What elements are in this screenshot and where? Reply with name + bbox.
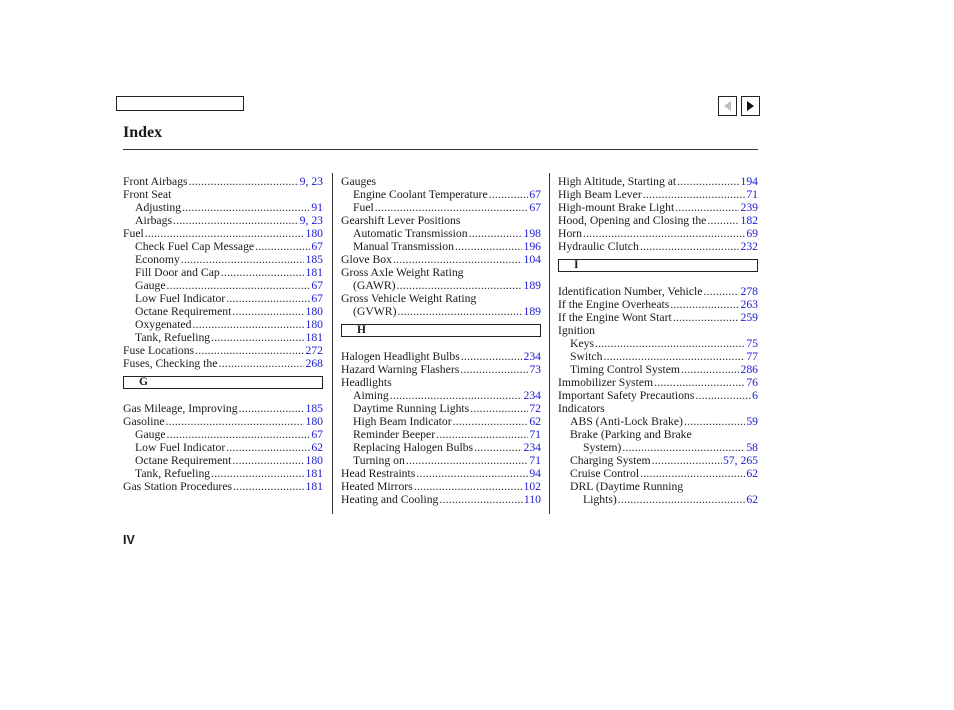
- index-entry[interactable]: [558, 227, 758, 240]
- page-reference-link[interactable]: 77: [746, 350, 758, 363]
- dot-leader: [232, 305, 304, 318]
- index-entry[interactable]: [341, 188, 541, 201]
- index-entry[interactable]: [123, 344, 323, 357]
- index-entry-label: Fuel: [123, 227, 144, 240]
- index-entry-label: High-mount Brake Light: [558, 201, 675, 214]
- page-reference-link[interactable]: 194: [740, 175, 758, 188]
- dot-leader: [233, 480, 304, 493]
- index-entry-label: Fill Door and Cap: [135, 266, 220, 279]
- index-entry-label: (GVWR): [353, 305, 397, 318]
- index-entry[interactable]: [341, 467, 541, 480]
- dot-leader: [474, 441, 522, 454]
- index-entry[interactable]: [341, 441, 541, 454]
- index-entry[interactable]: [123, 428, 323, 441]
- page-reference-link[interactable]: 272: [305, 344, 323, 357]
- dot-leader: [375, 201, 529, 214]
- index-entry[interactable]: [341, 454, 541, 467]
- index-entry: [341, 175, 541, 188]
- dot-leader: [643, 188, 746, 201]
- index-entry[interactable]: [341, 253, 541, 266]
- index-entry-label: Cruise Control: [570, 467, 640, 480]
- page-reference-link[interactable]: 71: [529, 454, 541, 467]
- index-entry[interactable]: [558, 311, 758, 324]
- index-entry-label: Important Safety Precautions: [558, 389, 695, 402]
- page-reference-link[interactable]: 239: [740, 201, 758, 214]
- index-entry: [341, 292, 541, 305]
- index-entry-label: System): [583, 441, 622, 454]
- index-entry[interactable]: [341, 363, 541, 376]
- page-number: IV: [123, 533, 135, 547]
- index-entry[interactable]: [558, 350, 758, 363]
- page-reference-link[interactable]: 67: [311, 279, 323, 292]
- index-entry-label: Brake (Parking and Brake: [570, 428, 692, 441]
- dot-leader: [211, 467, 304, 480]
- index-entry[interactable]: [558, 389, 758, 402]
- page-reference-link[interactable]: 278: [740, 285, 758, 298]
- index-entry[interactable]: [341, 415, 541, 428]
- page-reference-link[interactable]: 189: [523, 279, 541, 292]
- index-entry-label: Fuses, Checking the: [123, 357, 218, 370]
- page-reference-link[interactable]: 189: [523, 305, 541, 318]
- index-entry-label: Octane Requirement: [135, 305, 232, 318]
- page-reference-link[interactable]: 180: [305, 227, 323, 240]
- index-entry[interactable]: [123, 240, 323, 253]
- dot-leader: [461, 350, 523, 363]
- index-entry-label: Gross Vehicle Weight Rating: [341, 292, 477, 305]
- page-reference-link[interactable]: 67: [529, 201, 541, 214]
- index-entry[interactable]: [123, 318, 323, 331]
- dot-leader: [489, 188, 529, 201]
- page-reference-link[interactable]: 198: [523, 227, 541, 240]
- index-entry: [558, 428, 758, 441]
- index-entry-label: Gearshift Lever Positions: [341, 214, 461, 227]
- index-entry-label: Oxygenated: [135, 318, 192, 331]
- index-entry[interactable]: [341, 240, 541, 253]
- index-entry[interactable]: [558, 285, 758, 298]
- index-entry-label: Heated Mirrors: [341, 480, 413, 493]
- page-reference-link[interactable]: 234: [523, 350, 541, 363]
- page-reference-link[interactable]: 196: [523, 240, 541, 253]
- index-entry-label: Turning on: [353, 454, 405, 467]
- page-reference-link[interactable]: 263: [740, 298, 758, 311]
- index-entry-label: Aiming: [353, 389, 389, 402]
- index-entry-label: Gauge: [135, 279, 166, 292]
- dot-leader: [167, 279, 311, 292]
- index-entry[interactable]: [123, 292, 323, 305]
- page-reference-link[interactable]: 185: [305, 253, 323, 266]
- index-entry[interactable]: [341, 389, 541, 402]
- page-reference-link[interactable]: 58: [746, 441, 758, 454]
- dot-leader: [239, 402, 305, 415]
- index-entry-label: Immobilizer System: [558, 376, 654, 389]
- index-entry[interactable]: [123, 266, 323, 279]
- index-entry-label: Manual Transmission: [353, 240, 454, 253]
- page-reference-link[interactable]: 62: [311, 441, 323, 454]
- dot-leader: [226, 292, 310, 305]
- page-reference-link[interactable]: 67: [529, 188, 541, 201]
- title-rule: [123, 149, 758, 150]
- index-entry[interactable]: [341, 227, 541, 240]
- page-reference-link[interactable]: 180: [305, 318, 323, 331]
- index-entry[interactable]: [341, 279, 541, 292]
- index-entry[interactable]: [341, 402, 541, 415]
- index-entry-label: Airbags: [135, 214, 173, 227]
- dot-leader: [677, 175, 739, 188]
- triangle-right-icon: [747, 101, 754, 111]
- index-entry-label: Reminder Beeper: [353, 428, 436, 441]
- dot-leader: [583, 227, 745, 240]
- dot-leader: [595, 337, 745, 350]
- dot-leader: [470, 402, 528, 415]
- index-entry[interactable]: [341, 480, 541, 493]
- dot-leader: [145, 227, 305, 240]
- index-entry-label: Tank, Refueling: [135, 467, 211, 480]
- dot-leader: [640, 240, 740, 253]
- letter-heading-h: H: [341, 324, 541, 337]
- dot-leader: [640, 467, 745, 480]
- page-reference-link[interactable]: 234: [523, 441, 541, 454]
- letter-heading-g: G: [123, 376, 323, 389]
- page-reference-link[interactable]: 57, 265: [722, 454, 758, 467]
- index-entry[interactable]: [123, 331, 323, 344]
- index-entry-label: Economy: [135, 253, 180, 266]
- index-entry-label: Automatic Transmission: [353, 227, 468, 240]
- index-entry-label: Gas Station Procedures: [123, 480, 233, 493]
- column-divider: [332, 173, 333, 514]
- dot-leader: [439, 493, 523, 506]
- index-entry[interactable]: [123, 305, 323, 318]
- dot-leader: [406, 454, 528, 467]
- index-entry-label: Octane Requirement: [135, 454, 232, 467]
- index-entry[interactable]: [558, 298, 758, 311]
- index-entry[interactable]: [123, 175, 323, 188]
- dot-leader: [181, 253, 305, 266]
- index-entry-label: Hood, Opening and Closing the: [558, 214, 707, 227]
- index-entry-label: Headlights: [341, 376, 392, 389]
- index-entry[interactable]: [123, 441, 323, 454]
- index-entry[interactable]: [341, 428, 541, 441]
- index-entry-label: DRL (Daytime Running: [570, 480, 684, 493]
- page-reference-link[interactable]: 71: [529, 428, 541, 441]
- page-reference-link[interactable]: 67: [311, 292, 323, 305]
- dot-leader: [603, 350, 745, 363]
- index-entry-label: Gross Axle Weight Rating: [341, 266, 464, 279]
- dot-leader: [226, 441, 310, 454]
- index-entry[interactable]: [341, 493, 541, 506]
- dot-leader: [673, 311, 740, 324]
- page-reference-link[interactable]: 73: [529, 363, 541, 376]
- dot-leader: [221, 266, 305, 279]
- index-entry[interactable]: [558, 363, 758, 376]
- page-reference-link[interactable]: 62: [746, 467, 758, 480]
- index-entry[interactable]: [123, 253, 323, 266]
- dot-leader: [703, 285, 739, 298]
- index-entry[interactable]: [558, 201, 758, 214]
- index-entry-label: If the Engine Wont Start: [558, 311, 672, 324]
- page-reference-link[interactable]: 76: [746, 376, 758, 389]
- dot-leader: [182, 201, 310, 214]
- index-entry: [341, 214, 541, 227]
- index-entry[interactable]: [558, 240, 758, 253]
- index-entry[interactable]: [558, 467, 758, 480]
- index-entry-label: Gasoline: [123, 415, 165, 428]
- index-entry-label: Daytime Running Lights: [353, 402, 470, 415]
- dot-leader: [707, 214, 739, 227]
- index-entry[interactable]: [558, 214, 758, 227]
- index-entry-label: High Altitude, Starting at: [558, 175, 677, 188]
- dot-leader: [652, 454, 722, 467]
- index-entry-label: Timing Control System: [570, 363, 680, 376]
- page-reference-link[interactable]: 180: [305, 305, 323, 318]
- dot-leader: [211, 331, 304, 344]
- letter-heading-i: I: [558, 259, 758, 272]
- dot-leader: [654, 376, 745, 389]
- index-entry-label: Switch: [570, 350, 603, 363]
- page-reference-link[interactable]: 67: [311, 240, 323, 253]
- dot-leader: [166, 415, 305, 428]
- dot-leader: [416, 467, 528, 480]
- index-entry-label: Horn: [558, 227, 583, 240]
- index-entry-label: (GAWR): [353, 279, 396, 292]
- dot-leader: [695, 389, 751, 402]
- index-entry-label: Ignition: [558, 324, 596, 337]
- page-reference-link[interactable]: 181: [305, 480, 323, 493]
- index-entry[interactable]: [558, 441, 758, 454]
- dot-leader: [675, 201, 739, 214]
- page-reference-link[interactable]: 69: [746, 227, 758, 240]
- page-title: Index: [123, 124, 163, 141]
- page-reference-link[interactable]: 104: [523, 253, 541, 266]
- page-reference-link[interactable]: 181: [305, 331, 323, 344]
- page-reference-link[interactable]: 75: [746, 337, 758, 350]
- page-reference-link[interactable]: 286: [740, 363, 758, 376]
- index-entry-label: Engine Coolant Temperature: [353, 188, 488, 201]
- dot-leader: [398, 305, 523, 318]
- dot-leader: [436, 428, 528, 441]
- page-reference-link[interactable]: 259: [740, 311, 758, 324]
- index-entry[interactable]: [558, 493, 758, 506]
- page-reference-link[interactable]: 182: [740, 214, 758, 227]
- dot-leader: [455, 240, 522, 253]
- index-entry-label: Check Fuel Cap Message: [135, 240, 255, 253]
- index-entry[interactable]: [123, 480, 323, 493]
- dot-leader: [684, 415, 745, 428]
- index-entry[interactable]: [123, 201, 323, 214]
- dot-leader: [232, 454, 304, 467]
- index-entry-label: Glove Box: [341, 253, 392, 266]
- dot-leader: [681, 363, 739, 376]
- dot-leader: [622, 441, 745, 454]
- index-entry-label: If the Engine Overheats: [558, 298, 670, 311]
- index-entry: [341, 266, 541, 279]
- index-entry-label: Fuel: [353, 201, 374, 214]
- index-entry[interactable]: [123, 279, 323, 292]
- index-column-1: [123, 175, 323, 493]
- dot-leader: [167, 428, 311, 441]
- page-reference-link[interactable]: 94: [529, 467, 541, 480]
- index-entry-label: Keys: [570, 337, 595, 350]
- index-entry-label: Tank, Refueling: [135, 331, 211, 344]
- index-entry-label: High Beam Indicator: [353, 415, 452, 428]
- index-entry-label: Low Fuel Indicator: [135, 441, 226, 454]
- page-reference-link[interactable]: 59: [746, 415, 758, 428]
- index-entry[interactable]: [123, 454, 323, 467]
- index-entry-label: Front Seat: [123, 188, 172, 201]
- index-entry[interactable]: [341, 305, 541, 318]
- dot-leader: [460, 363, 528, 376]
- index-entry-label: Front Airbags: [123, 175, 188, 188]
- index-entry[interactable]: [123, 402, 323, 415]
- dot-leader: [189, 175, 299, 188]
- index-entry[interactable]: [558, 454, 758, 467]
- dot-leader: [453, 415, 529, 428]
- index-entry-label: Identification Number, Vehicle: [558, 285, 703, 298]
- dot-leader: [192, 318, 304, 331]
- index-entry-label: Adjusting: [135, 201, 182, 214]
- index-entry-label: High Beam Lever: [558, 188, 642, 201]
- index-entry-label: Gauges: [341, 175, 377, 188]
- dot-leader: [414, 480, 523, 493]
- index-entry[interactable]: [558, 376, 758, 389]
- index-entry-label: Gas Mileage, Improving: [123, 402, 238, 415]
- dot-leader: [670, 298, 739, 311]
- page-reference-link[interactable]: 181: [305, 467, 323, 480]
- index-entry[interactable]: [341, 350, 541, 363]
- index-entry: [341, 376, 541, 389]
- dot-leader: [469, 227, 523, 240]
- index-entry: [558, 324, 758, 337]
- index-entry-label: Heating and Cooling: [341, 493, 439, 506]
- triangle-left-icon: [724, 101, 731, 111]
- index-entry-label: Hydraulic Clutch: [558, 240, 639, 253]
- dot-leader: [618, 493, 746, 506]
- index-entry-label: Gauge: [135, 428, 166, 441]
- dot-leader: [390, 389, 523, 402]
- index-entry-label: Fuse Locations: [123, 344, 195, 357]
- index-entry: [558, 402, 758, 415]
- index-entry-label: Lights): [583, 493, 617, 506]
- page-reference-link[interactable]: 9, 23: [299, 175, 323, 188]
- page-reference-link[interactable]: 9, 23: [299, 214, 323, 227]
- dot-leader: [393, 253, 523, 266]
- page-reference-link[interactable]: 6: [752, 389, 758, 402]
- page-reference-link[interactable]: 234: [523, 389, 541, 402]
- column-divider: [549, 173, 550, 514]
- next-page-button[interactable]: [741, 96, 760, 116]
- index-entry[interactable]: [123, 357, 323, 370]
- page-reference-link[interactable]: 185: [305, 402, 323, 415]
- index-entry-label: Low Fuel Indicator: [135, 292, 226, 305]
- page-reference-link[interactable]: 180: [305, 454, 323, 467]
- dot-leader: [195, 344, 304, 357]
- index-entry[interactable]: [123, 227, 323, 240]
- index-entry: [123, 188, 323, 201]
- dot-leader: [397, 279, 523, 292]
- dot-leader: [218, 357, 304, 370]
- page-reference-link[interactable]: 72: [529, 402, 541, 415]
- dot-leader: [255, 240, 310, 253]
- index-entry-label: Charging System: [570, 454, 651, 467]
- page-reference-link[interactable]: 67: [311, 428, 323, 441]
- index-entry[interactable]: [558, 415, 758, 428]
- page-reference-link[interactable]: 71: [746, 188, 758, 201]
- index-entry: [558, 480, 758, 493]
- index-entry[interactable]: [123, 415, 323, 428]
- index-entry[interactable]: [558, 337, 758, 350]
- page-reference-link[interactable]: 110: [523, 493, 541, 506]
- index-column-3: [558, 175, 758, 506]
- index-entry[interactable]: [558, 175, 758, 188]
- index-entry[interactable]: [341, 201, 541, 214]
- header-box: [116, 96, 244, 111]
- index-column-2: [341, 175, 541, 506]
- page-reference-link[interactable]: 62: [529, 415, 541, 428]
- page-reference-link[interactable]: 102: [523, 480, 541, 493]
- index-entry-label: ABS (Anti-Lock Brake): [570, 415, 683, 428]
- index-entry-label: Hazard Warning Flashers: [341, 363, 460, 376]
- page-reference-link[interactable]: 181: [305, 266, 323, 279]
- previous-page-button[interactable]: [718, 96, 737, 116]
- page-reference-link[interactable]: 62: [746, 493, 758, 506]
- index-entry-label: Indicators: [558, 402, 605, 415]
- index-entry[interactable]: [558, 188, 758, 201]
- page-reference-link[interactable]: 232: [740, 240, 758, 253]
- index-entry[interactable]: [123, 467, 323, 480]
- index-entry[interactable]: [123, 214, 323, 227]
- page-reference-link[interactable]: 91: [311, 201, 323, 214]
- index-entry-label: Head Restraints: [341, 467, 416, 480]
- page-reference-link[interactable]: 180: [305, 415, 323, 428]
- index-entry-label: Halogen Headlight Bulbs: [341, 350, 460, 363]
- index-entry-label: Replacing Halogen Bulbs: [353, 441, 474, 454]
- page-reference-link[interactable]: 268: [305, 357, 323, 370]
- dot-leader: [173, 214, 299, 227]
